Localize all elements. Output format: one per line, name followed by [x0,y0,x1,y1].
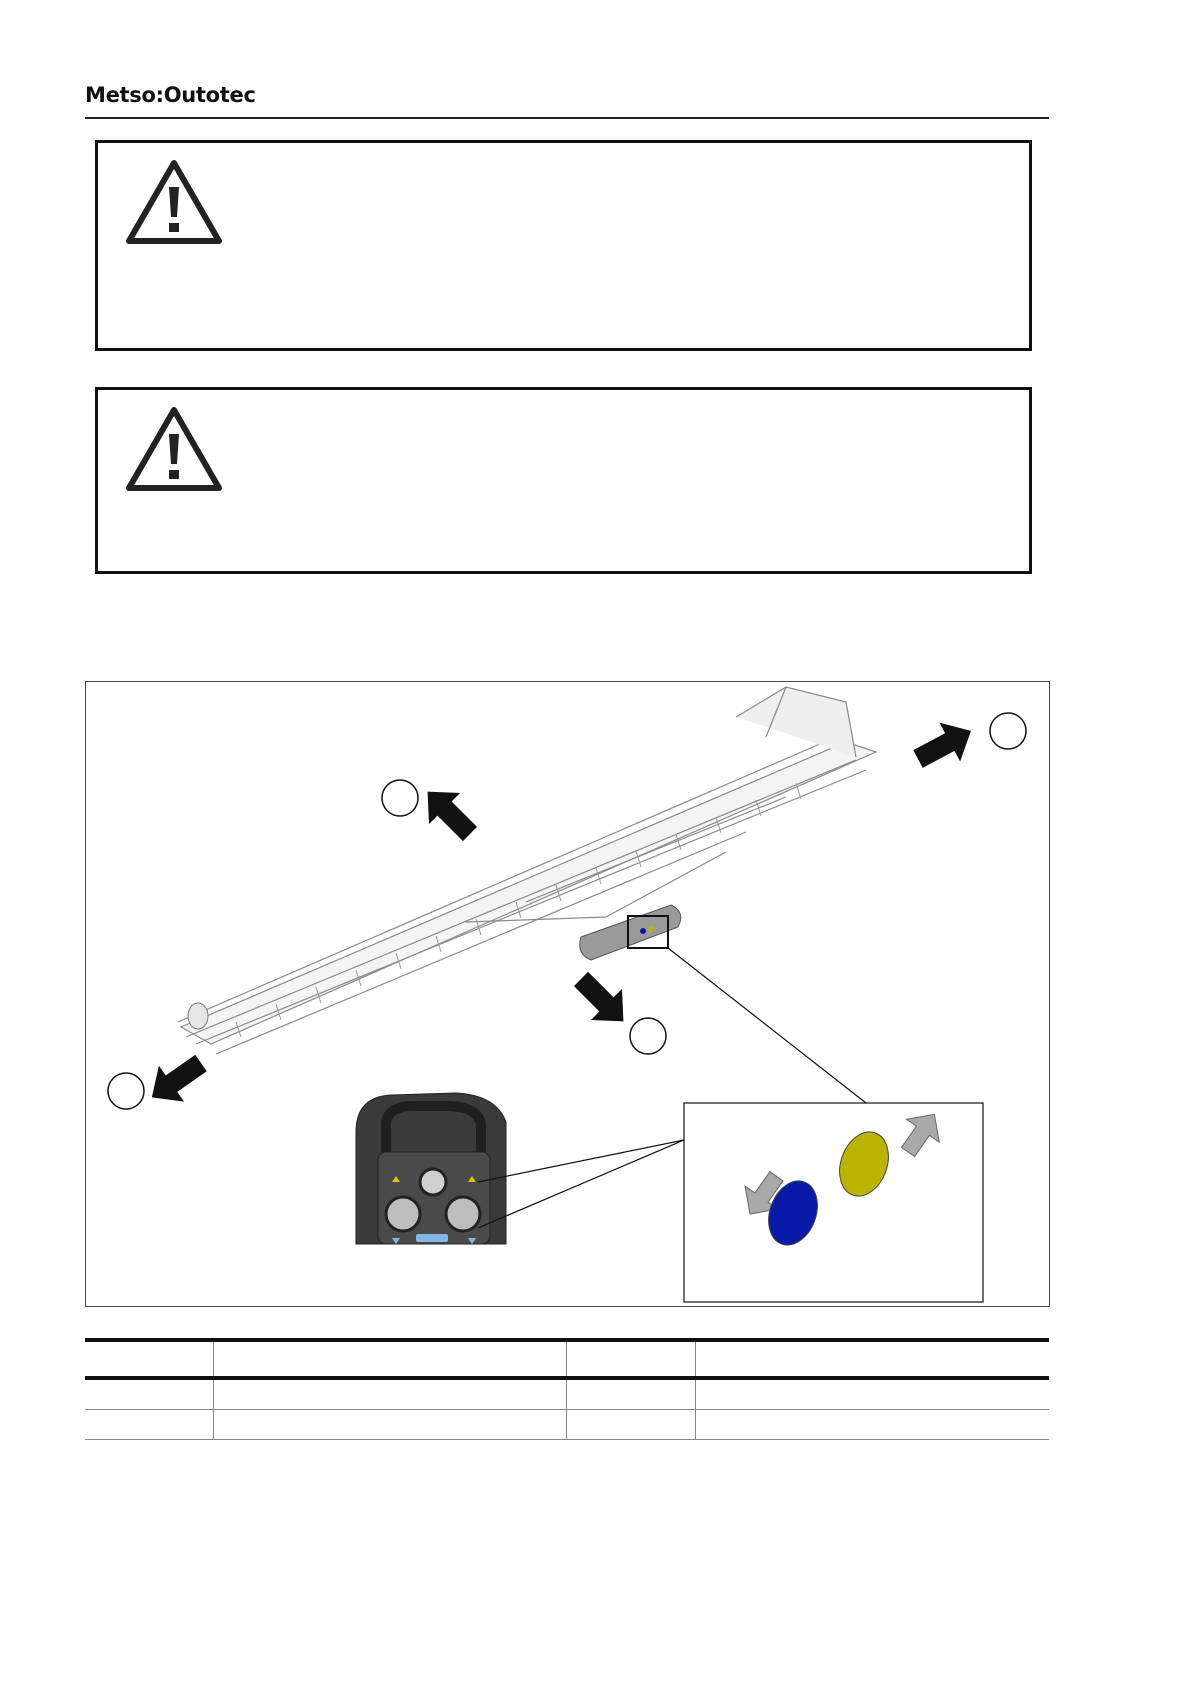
detail-inset [684,1103,983,1302]
table-cell [85,1410,214,1440]
conveyor-boom [178,687,876,1054]
remote-control [356,1093,506,1244]
table-header-cell [214,1340,567,1378]
track-illustration [580,905,681,960]
tail-roller [188,1003,208,1029]
legend-table [85,1338,1049,1440]
conveyor-illustration [86,682,1049,1306]
table-header-cell [567,1340,696,1378]
warning-box-1 [95,140,1032,351]
table-row [85,1410,1049,1440]
header-divider [85,117,1049,119]
callout-circle [990,713,1026,749]
conveyor-figure [85,681,1050,1307]
direction-arrow-icon [139,1045,213,1115]
table-cell [567,1410,696,1440]
table-header-row [85,1340,1049,1378]
leader-line [478,1140,684,1228]
table-cell [567,1378,696,1410]
table-cell [85,1378,214,1410]
callout-circle [630,1018,666,1054]
callout-circle [382,780,418,816]
warning-triangle-icon [123,157,225,249]
table-cell [696,1378,1050,1410]
direction-arrow-icon [908,711,982,778]
callout-circle [108,1073,144,1109]
table-cell [696,1410,1050,1440]
leader-line [668,948,866,1103]
table-row [85,1378,1049,1410]
table-cell [214,1410,567,1440]
leader-line [478,1140,684,1182]
direction-arrow-icon [412,776,486,850]
brand-logo-text: Metso:Outotec [85,83,256,107]
table-header-cell [696,1340,1050,1378]
direction-arrow-icon [565,963,639,1037]
warning-box-2 [95,387,1032,574]
table-header-cell [85,1340,214,1378]
table-cell [214,1378,567,1410]
warning-triangle-icon [123,404,225,496]
